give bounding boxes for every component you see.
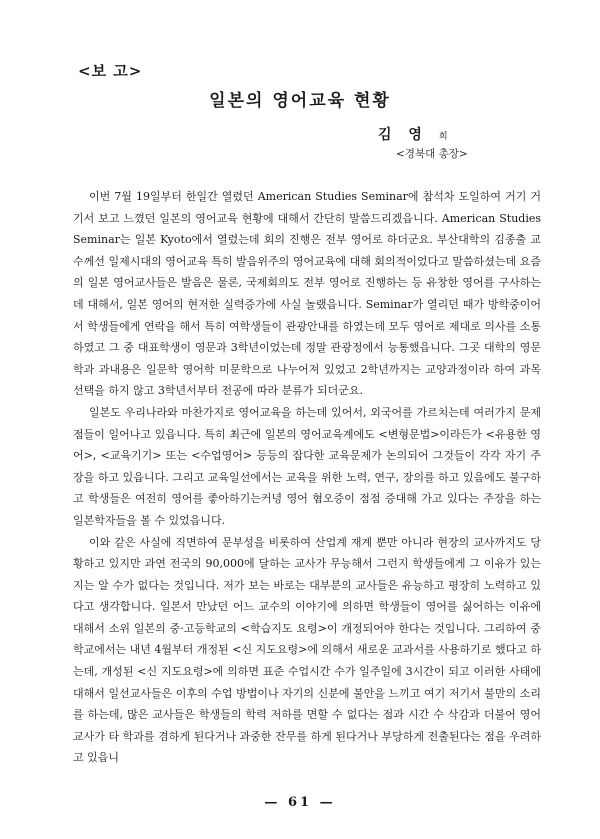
author-honorific: 희 (438, 132, 448, 142)
body-paragraph-3: 이와 같은 사실에 직면하여 문부성을 비롯하여 산업계 재계 뿐만 아니라 현장의 교사까지도 당황하고 있지만 과연 전국의 90,000에 달하는 교사가 무능해서 그런지 학생들에게 그 이유가 있는지는 알 수가 없다는 것입니다. 저가 보는 바로는 대부분의 교사들은 유능하고 평장히 노력하고 있다고 생각합니다. 일본서 만났던 어느 교수의 이야기에 의하면 학생들이 영어를 싫어하는 이유에 대해서 소위 일본의 중·고등학교의 <학습지도 요령>이 개정되어야 한다는 것입니다. 그리하여 중학교에서는 내년 4월부터 개정된 <신 지도요령>에 의해서 새로운 교과서를 사용하기로 했다고 하는데, 개성된 <신 지도요령>에 의하면 표준 수업시간 수가 일주일에 3시간이 되고 이러한 사태에 대해서 일선교사들은 이후의 수업 방법이나 자기의 신분에 불안을 느끼고 여기 저기서 불만의 소리를 하는데, 많은 교사들은 학생들의 학력 저하를 면할 수 없다는 점과 시간 수 삭감과 더불어 영어 교사가 타 학과를 겸하게 된다거나 과중한 잔무를 하게 된다거나 부당하게 전출된다는 점을 우려하고 있읍니 (73, 535, 541, 765)
article-title: 일본의 영어교육 현황 (209, 91, 391, 111)
page-number: — 61 — (264, 795, 336, 810)
author-line (378, 124, 448, 144)
body-paragraph-2: 일본도 우리나라와 마찬가지로 영어교육을 하는데 있어서, 외국어를 가르치는데 여러가지 문제점들이 일어나고 있읍니다. 특히 최근에 일본의 영어교육계에도 <변형문법>이라든가 <유용한 영어>, <교육기기> 또는 <수업영어> 등등의 잡다한 교육문제가 논의되어 그것들이 각각 자기 주장을 하고 있읍니다. 그리고 교육일선에서는 교육을 위한 노력, 연구, 장의를 하고 있음에도 불구하고 학생들은 여전히 영어를 좋아하기는커녕 영어 혐오증이 점점 증대해 가고 있다는 주장을 하는 일본학자들을 볼 수 있었읍니다. (73, 405, 541, 527)
body-paragraph-1: 이번 7월 19일부터 한일간 열렸던 American Studies Seminar에 참석차 도일하여 거기 거기서 보고 느꼈던 일본의 영어교육 현황에 대해서 간단히 말씀드리겠읍니다. American Studies Seminar는 일본 Kyoto에서 열렸는데 회의 진행은 전부 영어로 하더군요. 부산대학의 김종출 교수께선 일제시대의 영어교육 특히 발음위주의 영어교육에 대해 회의적이었다고 말씀하셨는데 요즘의 일본 영어교사들은 발음은 물론, 국제회의도 전부 영어로 진행하는 등 유창한 영어를 구사하는데 대해서, 일본 영어의 현저한 실력증가에 사실 놀랬읍니다. Seminar가 열리던 때가 방학중이어서 학생들에게 연락을 해서 특히 여학생들이 관광안내를 하였는데 모두 영어로 제대로 의사를 소통하였고 그 중 대표학생이 영문과 3학년이었는데 정말 관광정에서 능통했읍니다. 그곳 대학의 영문학과 과내용은 일문학 영어학 미문학으로 나누어져 있었고 2학년까지는 교양과정이라 하여 과목 선택을 하지 않고 3학년서부터 전공에 따라 분류가 되더군요. (73, 190, 541, 398)
author-affiliation: <경북대 총장> (396, 148, 468, 160)
article-body (73, 186, 541, 769)
section-tag: <보 고> (78, 62, 143, 80)
author-name: 김 영 (378, 127, 428, 143)
